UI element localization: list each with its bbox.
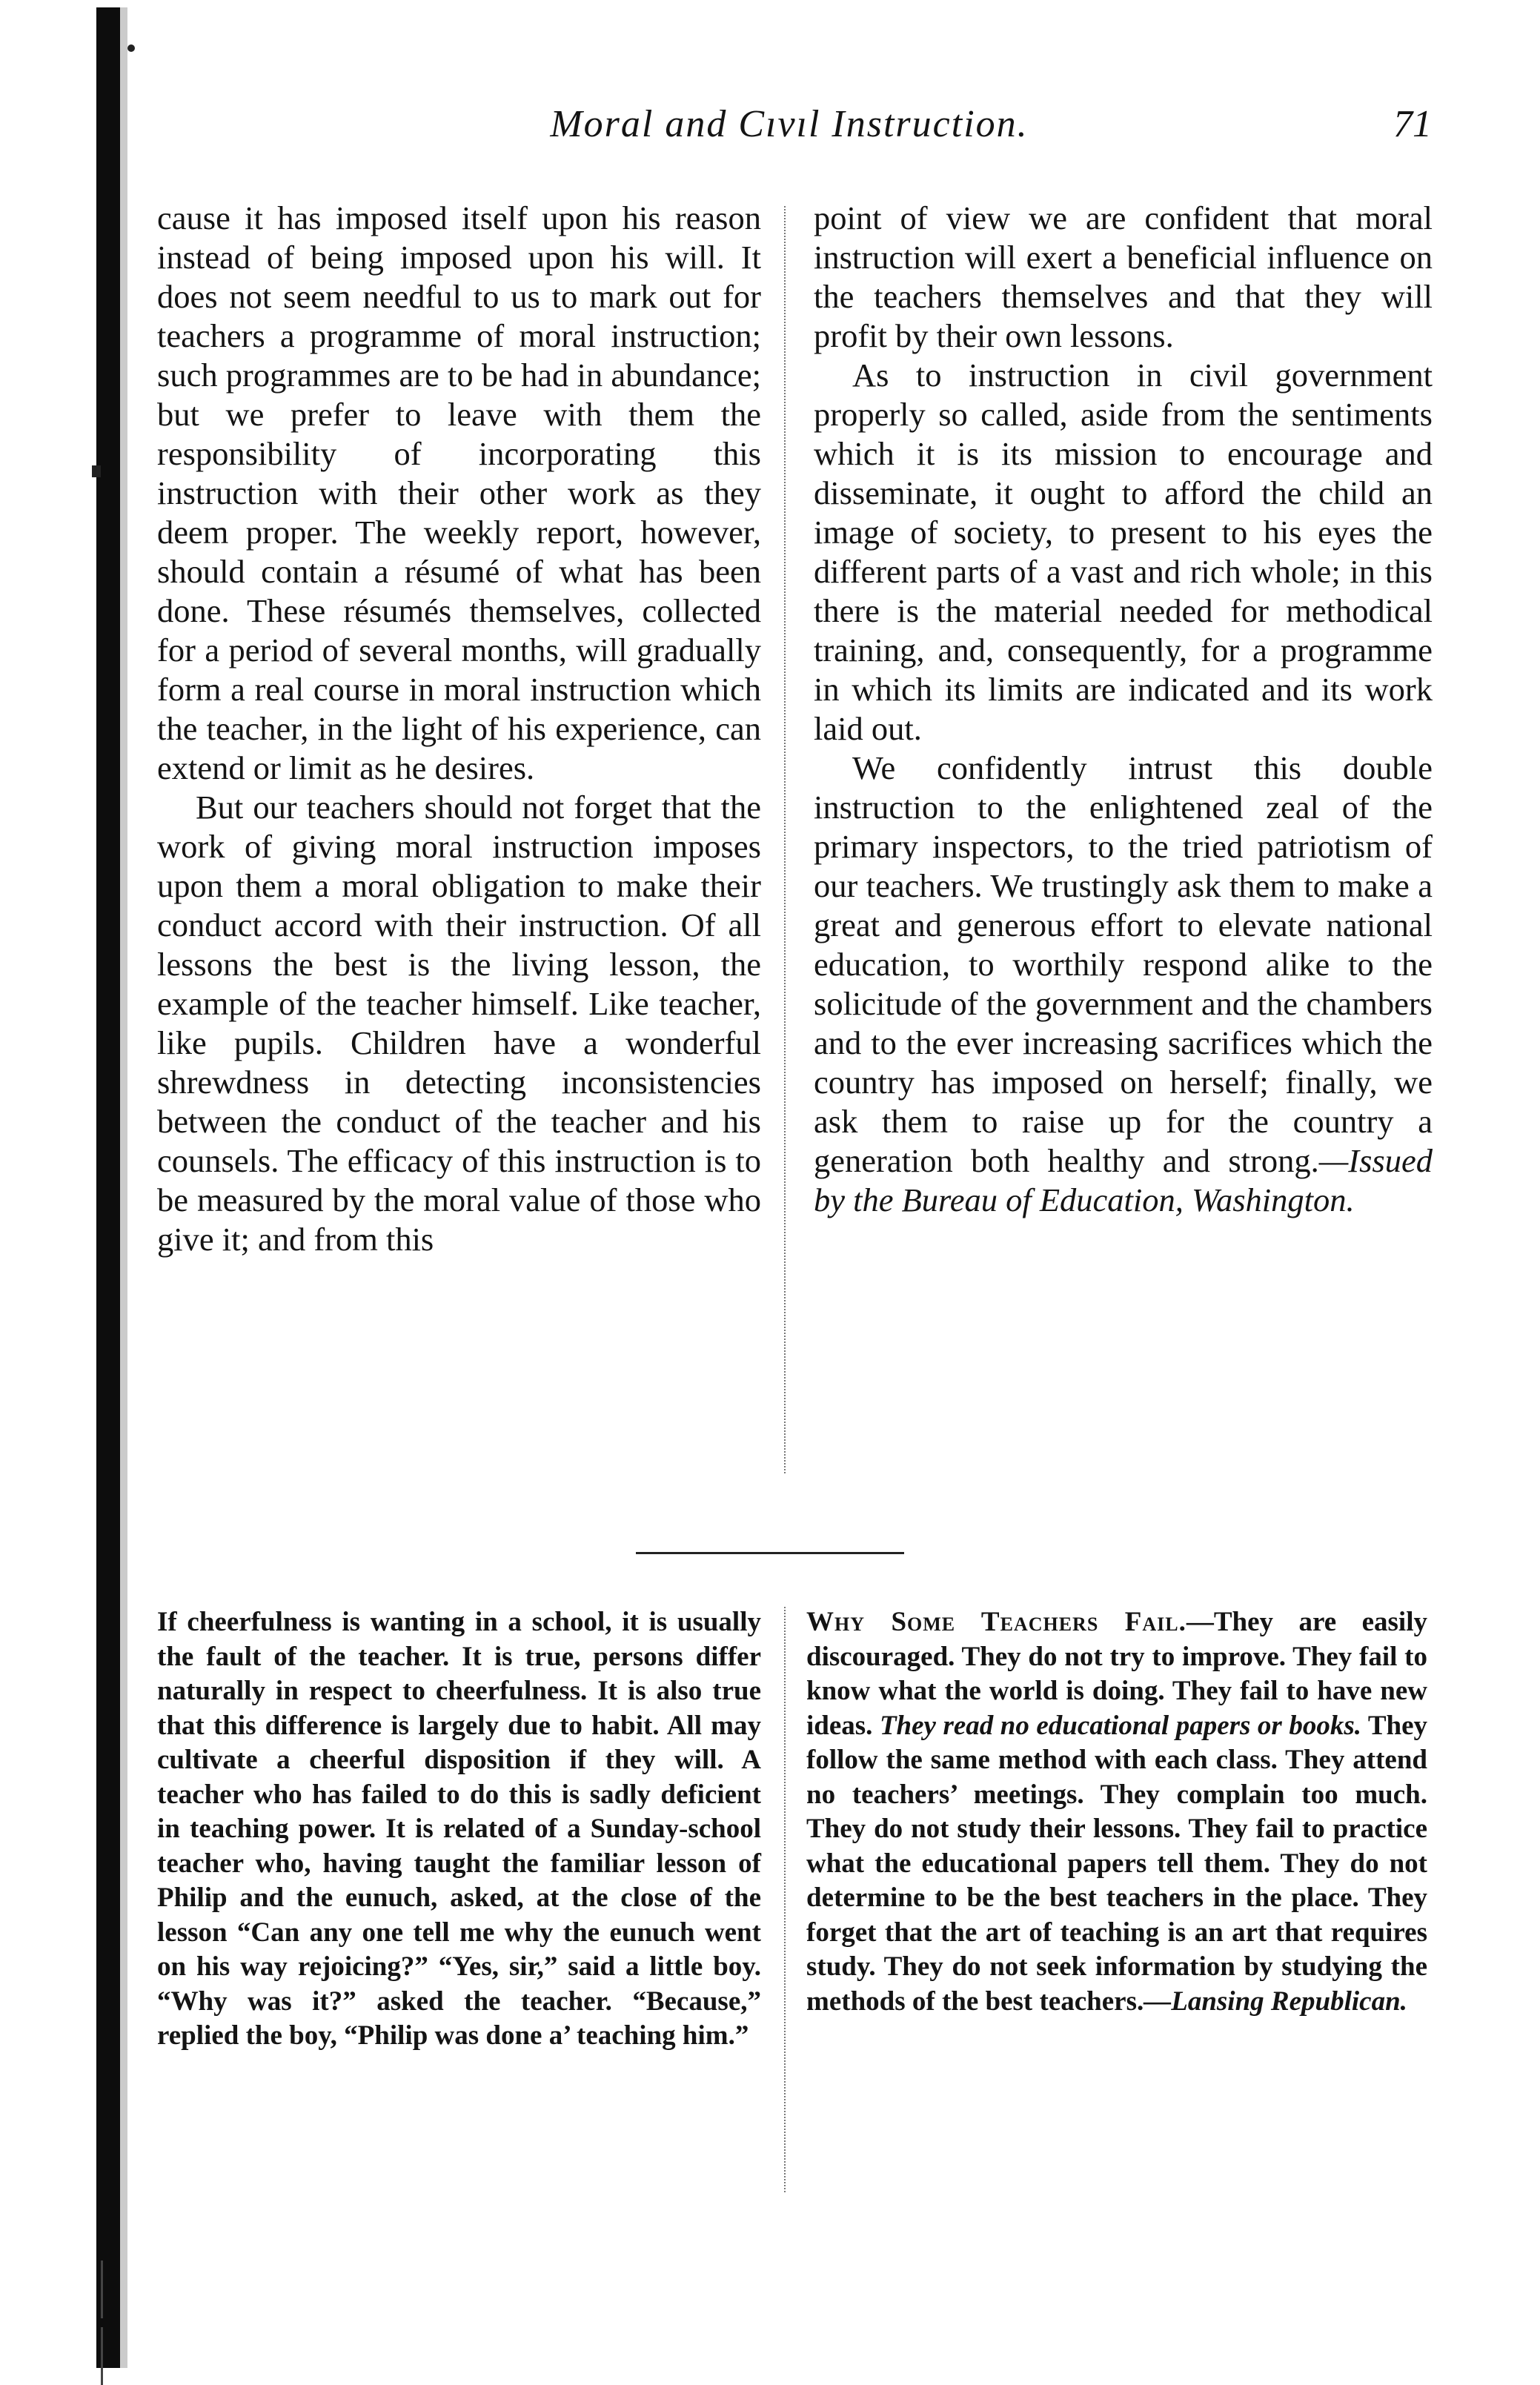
note-cheerfulness (157, 1605, 761, 2054)
note-emphasis: They read no educational papers or books. (879, 1710, 1361, 1741)
page-number: 71 (1393, 103, 1432, 145)
note-text: If cheerfulness is wanting in a school, it is usually the fault of the teacher. It is true, persons differ naturally in respect to cheerfulness. It is also true that this difference is largely due to habit. All may cultivate a cheerful disposition if they will. A teacher who has failed to do this is sadly deficient in teaching power. It is related of a Sunday-school teacher who, having taught the familiar lesson of Philip and the eunuch, asked, at the close of the lesson “Can any one tell me why the eunuch went on his way rejoicing?” “Yes, sir,” said a little boy. “Why was it?” asked the teacher. “Because,” replied the boy, “Philip was done a’ teaching him.” (157, 1607, 761, 2051)
source-attribution: —Issued by the Bureau of Education, Washington. (814, 1142, 1433, 1218)
paragraph: As to instruction in civil government properly so called, aside from the sentiments which it is its mission to encourage and disseminate, it ought to afford the child an image of society, to present to his eyes the different parts of a vast and rich whole; in this there is the material needed for methodical training, and, consequently, for a programme in which its limits are indicated and its work laid out. (814, 356, 1433, 747)
binding-edge-gradient (120, 7, 127, 2368)
column-divider (784, 1607, 786, 2192)
paragraph-text: We confidently intrust this double instruction to the enlightened zeal of the primary inspectors, to the tried patriotism of our teachers. We trustingly ask them to make a great and generous effort to elevate national education, to worthily respond alike to the solicitude of the government and the chambers and to the ever increasing sacrifices which the country has imposed on herself; finally, we ask them to raise up for the country a generation both healthy and strong. (814, 749, 1433, 1179)
note-body (806, 1605, 1427, 2019)
article-column-left (157, 199, 761, 1259)
scan-speck (127, 44, 135, 52)
column-divider (784, 206, 786, 1473)
running-title: Moral and Cıvıl Instruction. (550, 103, 1029, 145)
paragraph: cause it has imposed itself upon his reason instead of being imposed upon his will. It does not seem needful to us to mark out for teachers a programme of moral instruction; such programmes are to be had in abundance; but we prefer to leave with them the responsibility of incorporating this instruction with their other work as they deem proper. The weekly report, however, should contain a résumé of what has been done. These résumés themselves, collected for a period of several months, will gradually form a real course in moral instruction which the teacher, in the light of his experience, can extend or limit as he desires. (157, 199, 761, 786)
source-attribution: —Lansing Republican. (1144, 1986, 1407, 2017)
paragraph: point of view we are confident that moral instruction will exert a beneficial influence on the teachers themselves and that they will profit by their own lessons. (814, 199, 1433, 354)
scan-margin-mark (92, 465, 101, 477)
page-header (0, 102, 1540, 154)
paragraph: But our teachers should not forget that the work of giving moral instruction imposes upon them a moral obligation to make their conduct accord with their instruction. Of all lessons the best is the living lesson, the example of the teacher himself. Like teacher, like pupils. Children have a wonderful shrewdness in detecting inconsistencies between the conduct of the teacher and his counsels. The efficacy of this instruction is to be measured by the moral value of those who give it; and from this (157, 789, 761, 1258)
note-text: They follow the same method with each class. They attend no teachers’ meetings. They complain too much. They do not study their lessons. They fail to practice what the educational papers tell them. They do not determine to be the best teachers in the place. They forget that the art of teaching is an art that requires study. They do not seek information by studying the methods of the best teachers. (806, 1710, 1427, 2017)
note-heading: Why Some Teachers Fail. (806, 1607, 1186, 1637)
note-why-teachers-fail (806, 1605, 1427, 2019)
scan-edge-tick (101, 2260, 103, 2318)
section-divider (636, 1552, 904, 1554)
scan-edge-tick (101, 2327, 103, 2385)
note-text: —They are easily discouraged. They do not try to improve. They fail to know what the world is doing. They fail to have new ideas. (806, 1607, 1427, 1741)
binding-edge-shadow (96, 7, 120, 2368)
paragraph (814, 749, 1433, 1220)
article-column-right (814, 199, 1433, 1220)
